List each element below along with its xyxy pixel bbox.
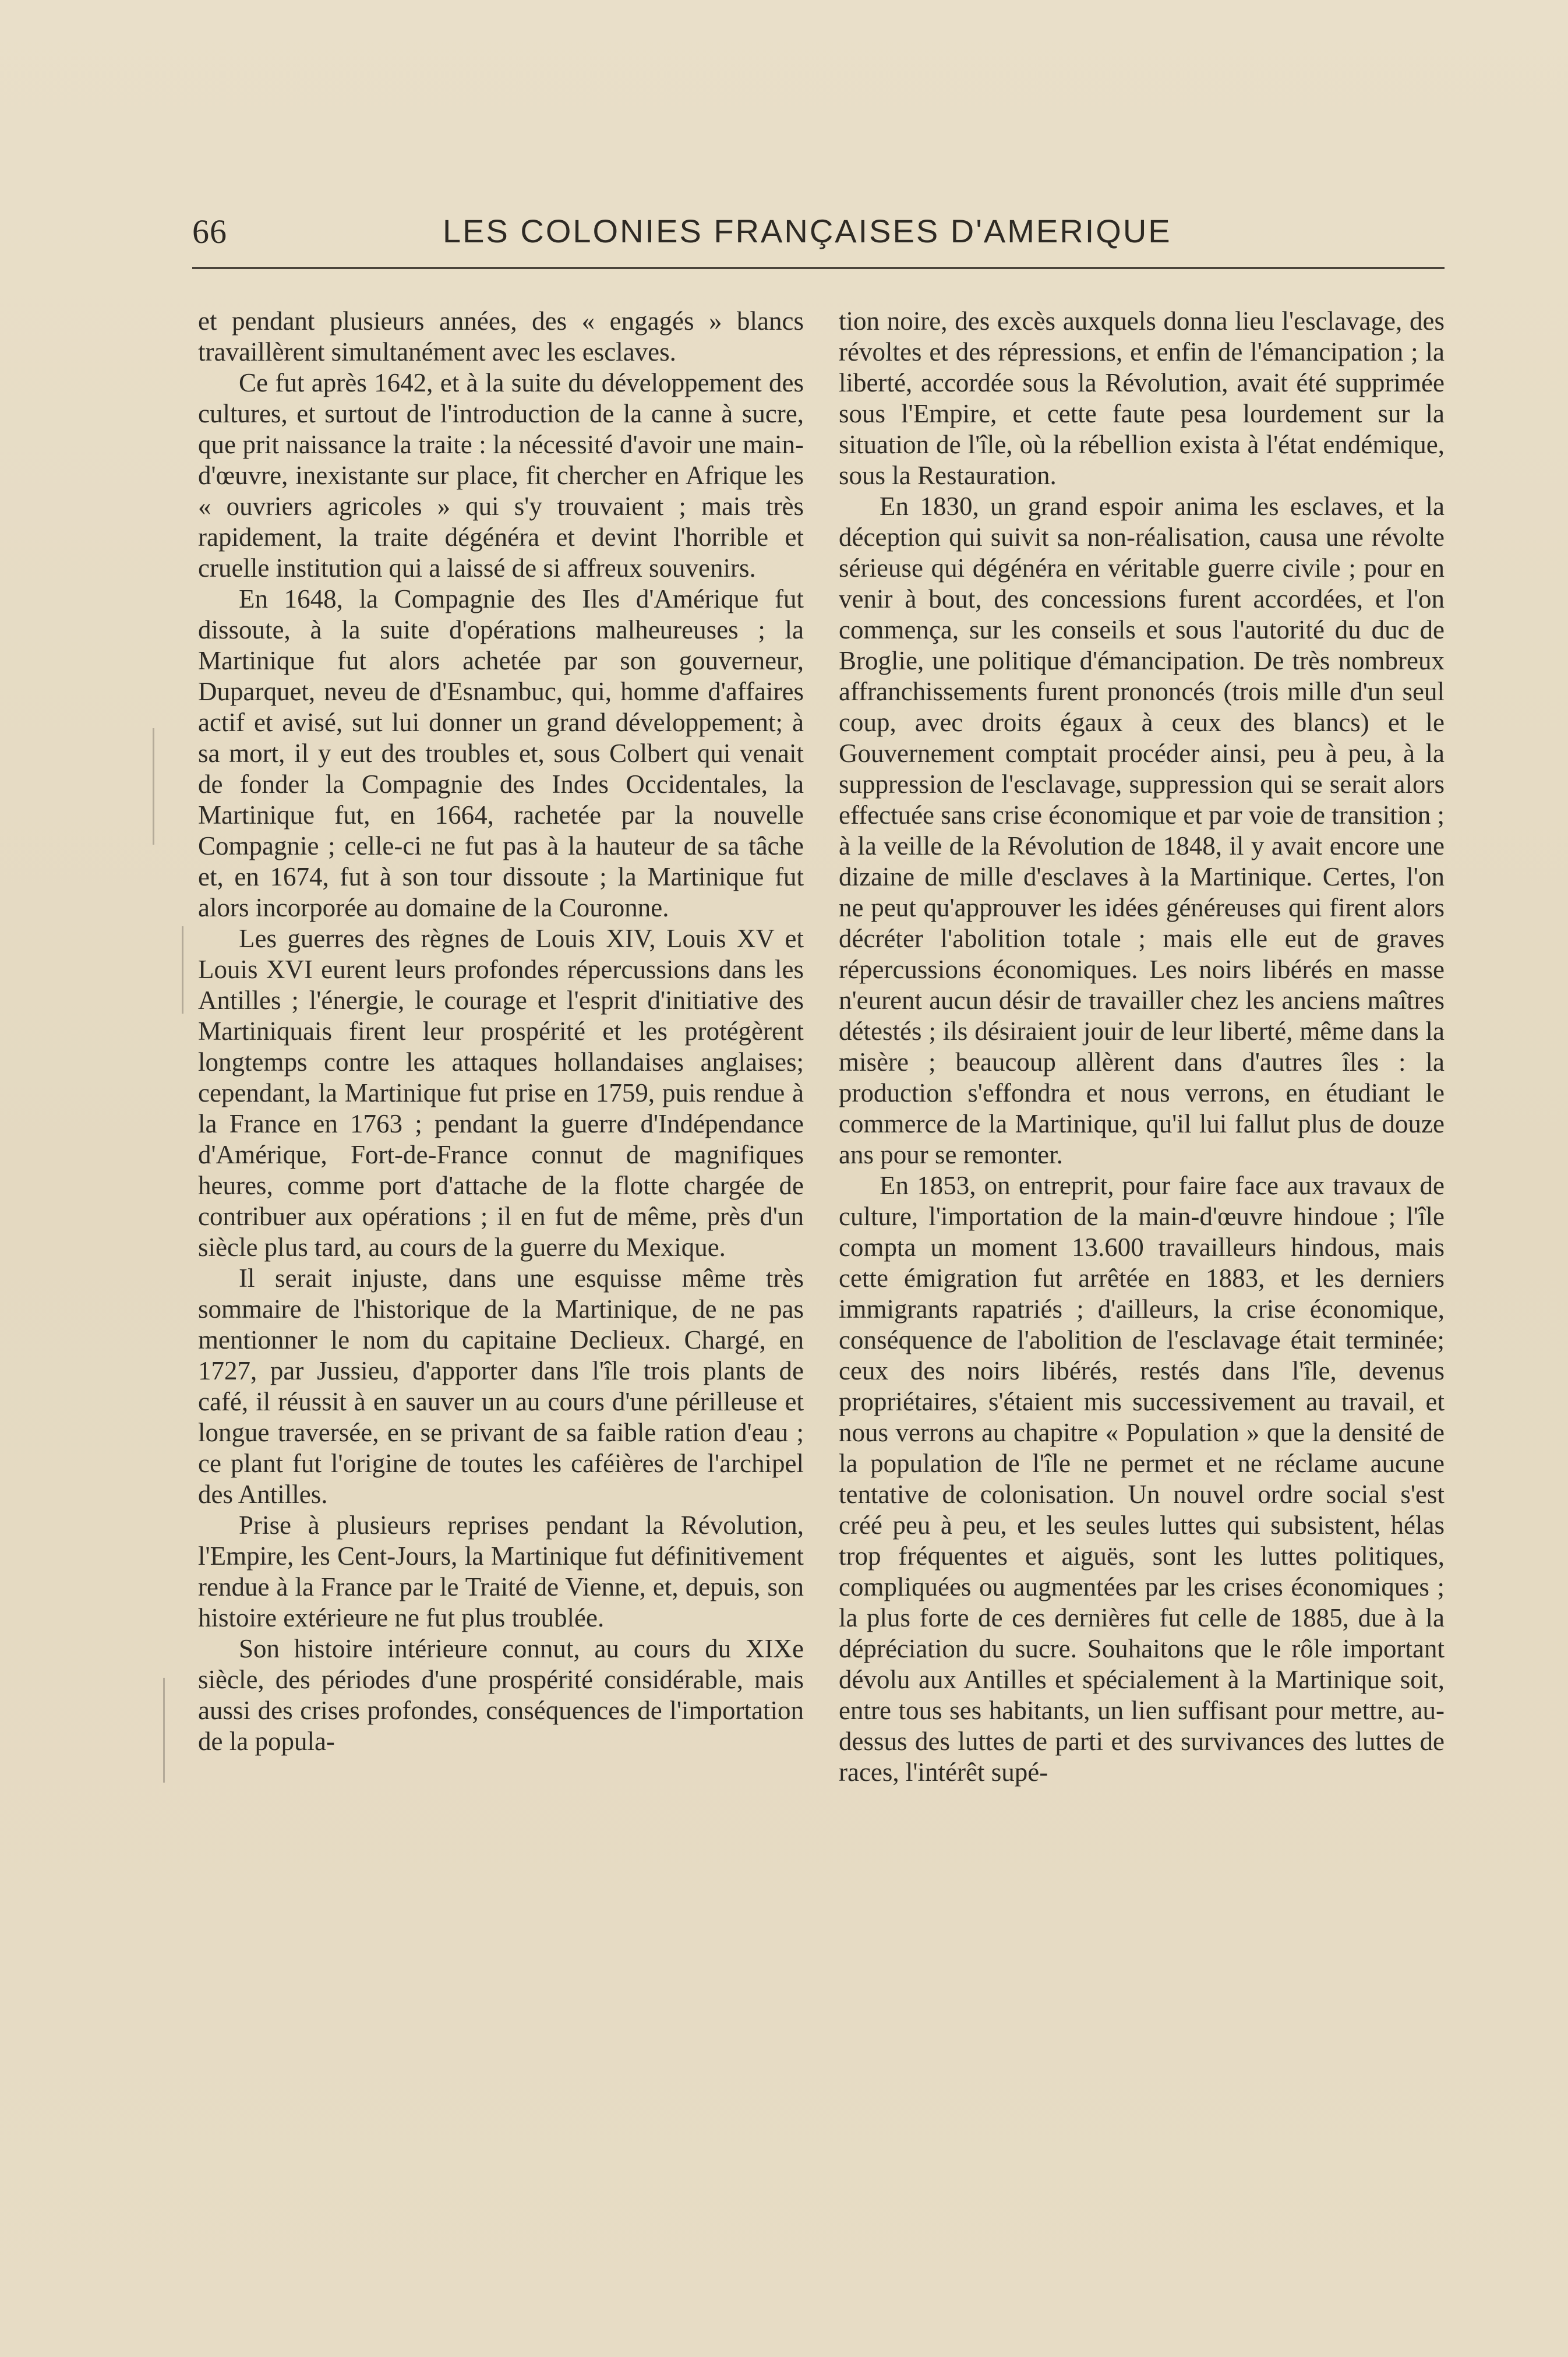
paragraph: En 1830, un grand espoir anima les esclaves, et la déception qui suivit sa non-réalisation, causa une révolte sérieuse qui dégénéra en véritable guerre civile ; pour en venir à bout, des concessions furent accordées, et l'on commença, sur les conseils et sous l'autorité du duc de Broglie, une politique d'émancipation. De très nombreux affranchissements furent prononcés (trois mille d'un seul coup, avec droits égaux à ceux des blancs) et le Gouvernement comptait procéder ainsi, peu à peu, à la suppression de l'esclavage, suppression qui se serait alors effectuée sans crise économique et par voie de transition ; à la veille de la Révolution de 1848, il y avait encore une dizaine de mille d'esclaves à la Martinique. Certes, l'on ne peut qu'approuver les idées généreuses qui firent alors décréter l'abolition totale ; mais elle eut de graves répercussions économiques. Les noirs libérés en masse n'eurent aucun désir de travailler chez les anciens maîtres détestés ; ils désiraient jouir de leur liberté, même dans la misère ; beaucoup allèrent dans d'autres îles : la production s'effondra et nous verrons, en étudiant le commerce de la Martinique, qu'il lui fallut plus de douze ans pour se remonter. bbox=[839, 492, 1445, 1169]
page-number: 66 bbox=[192, 213, 227, 250]
paragraph: tion noire, des excès auxquels donna lieu l'esclavage, des révoltes et des répressions, et enfin de l'émancipation ; la liberté, accordée sous la Révolution, avait été supprimée sous l'Empire, et cette faute pesa lourdement sur la situation de l'île, où la rébellion exista à l'état endémique, sous la Restauration. bbox=[839, 306, 1445, 490]
margin-pencil-mark bbox=[182, 926, 183, 1014]
page-header bbox=[192, 212, 1445, 259]
paragraph: Il serait injuste, dans une esquisse même très sommaire de l'historique de la Martinique, de ne pas mentionner le nom du capitaine Declieux. Chargé, en 1727, par Jussieu, d'apporter dans l'île trois plants de café, il réussit à en sauver un au cours d'une périlleuse et longue traversée, en se privant de sa faible ration d'eau ; ce plant fut l'origine de toutes les caféières de l'archipel des Antilles. bbox=[198, 1264, 804, 1509]
paragraph: Les guerres des règnes de Louis XIV, Louis XV et Louis XVI eurent leurs profondes répercussions dans les Antilles ; l'énergie, le courage et l'esprit d'initiative des Martiniquais firent leur prospérité et les protégèrent longtemps contre les attaques hollandaises anglaises; cependant, la Martinique fut prise en 1759, puis rendue à la France en 1763 ; pendant la guerre d'Indépendance d'Amérique, Fort-de-France connut de magnifiques heures, comme port d'attache de la flotte chargée de contribuer aux opérations ; il en fut de même, près d'un siècle plus tard, au cours de la guerre du Mexique. bbox=[198, 924, 804, 1262]
left-column bbox=[198, 306, 804, 1757]
paragraph: En 1648, la Compagnie des Iles d'Amérique fut dissoute, à la suite d'opérations malheureuses ; la Martinique fut alors achetée par son gouverneur, Duparquet, neveu de d'Esnambuc, qui, homme d'affaires actif et avisé, sut lui donner un grand développement; à sa mort, il y eut des troubles et, sous Colbert qui venait de fonder la Compagnie des Indes Occidentales, la Martinique fut, en 1664, rachetée par la nouvelle Compagnie ; celle-ci ne fut pas à la hauteur de sa tâche et, en 1674, fut à son tour dissoute ; la Martinique fut alors incorporée au domaine de la Couronne. bbox=[198, 584, 804, 922]
header-rule bbox=[192, 267, 1445, 269]
paragraph: Ce fut après 1642, et à la suite du développement des cultures, et surtout de l'introduction de la canne à sucre, que prit naissance la traite : la nécessité d'avoir une main-d'œuvre, inexistante sur place, fit chercher en Afrique les « ouvriers agricoles » qui s'y trouvaient ; mais très rapidement, la traite dégénéra et devint l'horrible et cruelle institution qui a laissé de si affreux souvenirs. bbox=[198, 368, 804, 583]
paragraph: Prise à plusieurs reprises pendant la Révolution, l'Empire, les Cent-Jours, la Martinique fut définitivement rendue à la France par le Traité de Vienne, et, depuis, son histoire extérieure ne fut plus troublée. bbox=[198, 1511, 804, 1632]
running-title: LES COLONIES FRANÇAISES D'AMERIQUE bbox=[443, 213, 1172, 249]
margin-pencil-mark bbox=[153, 728, 154, 845]
paragraph: et pendant plusieurs années, des « engagés » blancs travaillèrent simultanément avec les esclaves. bbox=[198, 306, 804, 366]
right-column bbox=[839, 306, 1445, 1788]
margin-pencil-mark bbox=[163, 1678, 165, 1783]
paragraph: Son histoire intérieure connut, au cours du XIXe siècle, des périodes d'une prospérité considérable, mais aussi des crises profondes, conséquences de l'importation de la popula- bbox=[198, 1634, 804, 1756]
paragraph: En 1853, on entreprit, pour faire face aux travaux de culture, l'importation de la main-d'œuvre hindoue ; l'île compta un moment 13.600 travailleurs hindous, mais cette émigration fut arrêtée en 1883, et les derniers immigrants rapatriés ; d'ailleurs, la crise économique, conséquence de l'abolition de l'esclavage était terminée; ceux des noirs libérés, restés dans l'île, devenus propriétaires, s'étaient mis successivement au travail, et nous verrons au chapitre « Population » que la densité de la population de l'île ne permet et ne réclame aucune tentative de colonisation. Un nouvel ordre social s'est créé peu à peu, et les seules luttes qui subsistent, hélas trop fréquentes et aiguës, sont les luttes politiques, compliquées ou augmentées par les crises économiques ; la plus forte de ces dernières fut celle de 1885, due à la dépréciation du sucre. Souhaitons que le rôle important dévolu aux Antilles et spécialement à la Martinique soit, entre tous ses habitants, un lien suffisant pour mettre, au-dessus des luttes de parti et des survivances des luttes de races, l'intérêt supé- bbox=[839, 1171, 1445, 1787]
